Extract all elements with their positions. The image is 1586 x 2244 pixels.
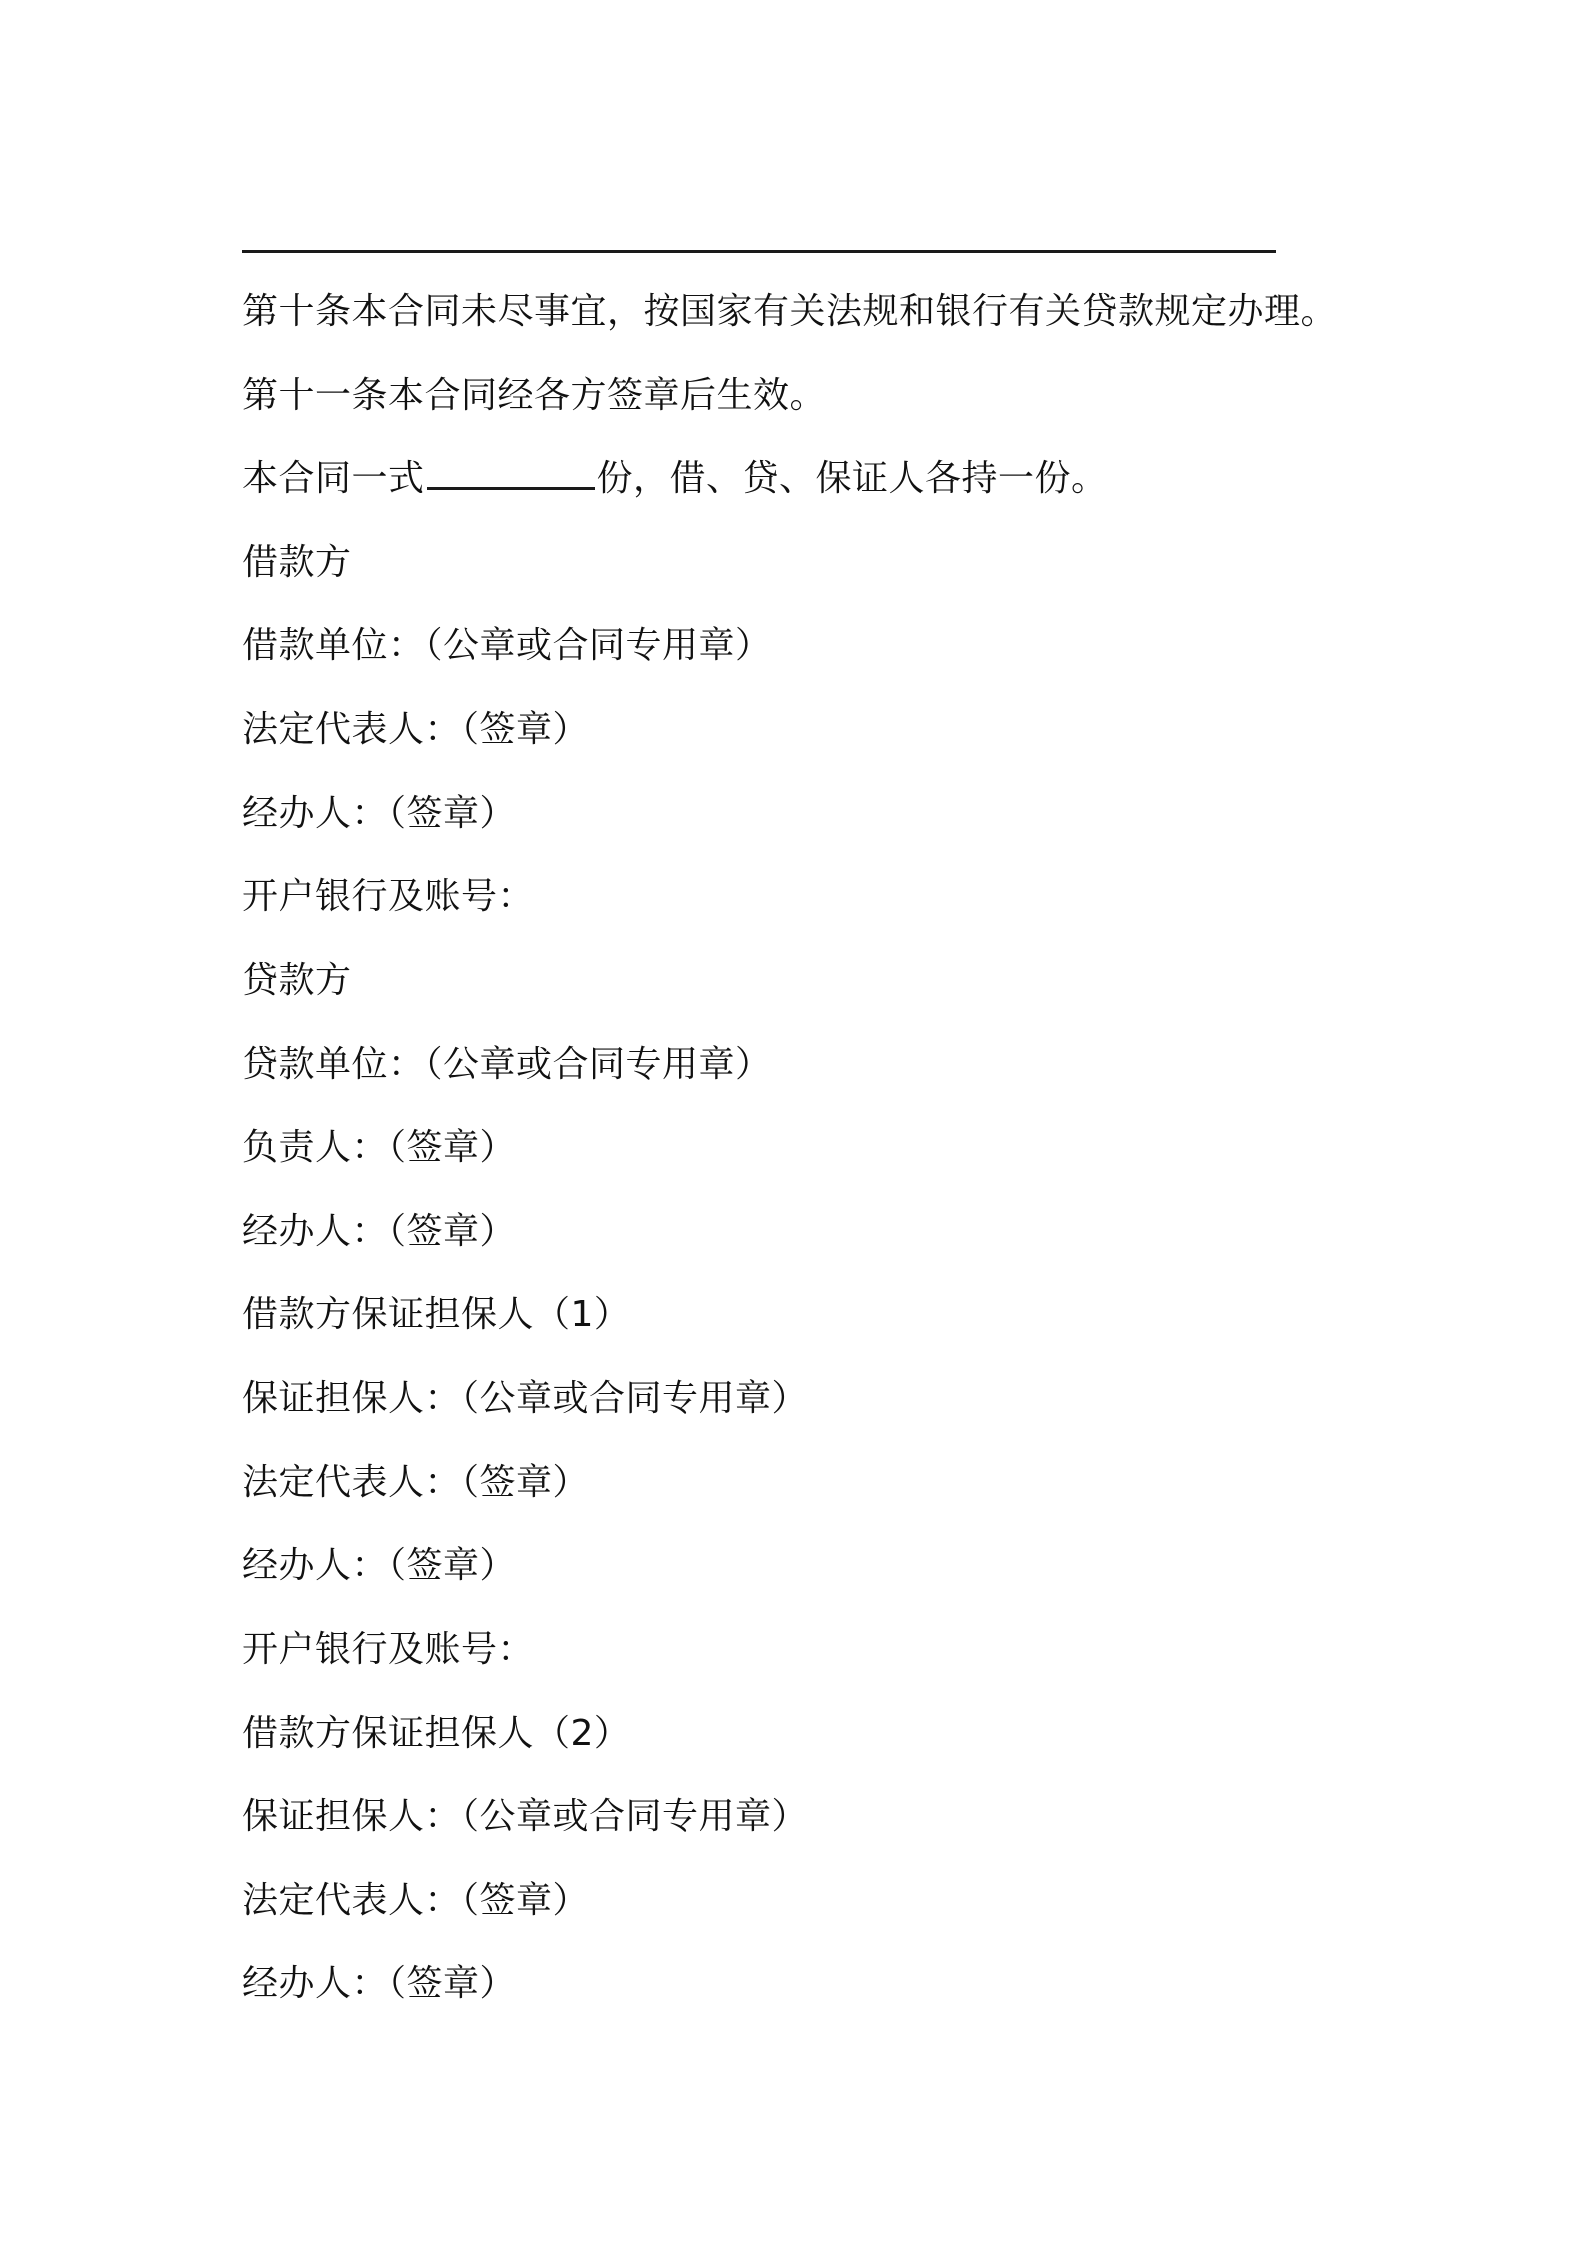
guarantor2-legal-rep: 法定代表人：（签章） [242, 1880, 590, 1921]
guarantor1-bank-account: 开户银行及账号： [242, 1629, 535, 1670]
borrower-unit: 借款单位：（公章或合同专用章） [242, 625, 772, 666]
guarantor1-legal-rep: 法定代表人：（签章） [242, 1462, 590, 1503]
guarantor2-heading: 借款方保证担保人（2） [242, 1713, 631, 1754]
guarantor1-guarantor: 保证担保人：（公章或合同专用章） [242, 1378, 809, 1419]
guarantor2-handler: 经办人：（签章） [242, 1963, 517, 2004]
lender-responsible: 负责人：（签章） [242, 1127, 517, 1168]
lender-unit: 贷款单位：（公章或合同专用章） [242, 1044, 772, 1085]
lender-handler: 经办人：（签章） [242, 1211, 517, 1252]
borrower-heading: 借款方 [242, 542, 352, 583]
clause-article-11: 第十一条本合同经各方签章后生效。 [242, 375, 827, 416]
clause-article-10: 第十条本合同未尽事宜，按国家有关法规和银行有关贷款规定办理。 [242, 291, 1338, 332]
guarantor2-guarantor: 保证担保人：（公章或合同专用章） [242, 1796, 809, 1837]
guarantor1-handler: 经办人：（签章） [242, 1545, 517, 1586]
borrower-bank-account: 开户银行及账号： [242, 876, 535, 917]
copies-suffix: 份，借、贷、保证人各持一份。 [596, 458, 1108, 499]
clause-copies [242, 455, 1108, 503]
top-signature-rule [242, 250, 1276, 253]
lender-heading: 贷款方 [242, 960, 352, 1001]
copies-blank-line [427, 457, 595, 490]
guarantor1-heading: 借款方保证担保人（1） [242, 1294, 631, 1335]
borrower-legal-rep: 法定代表人：（签章） [242, 709, 590, 750]
borrower-handler: 经办人：（签章） [242, 793, 517, 834]
copies-prefix: 本合同一式 [242, 458, 425, 499]
